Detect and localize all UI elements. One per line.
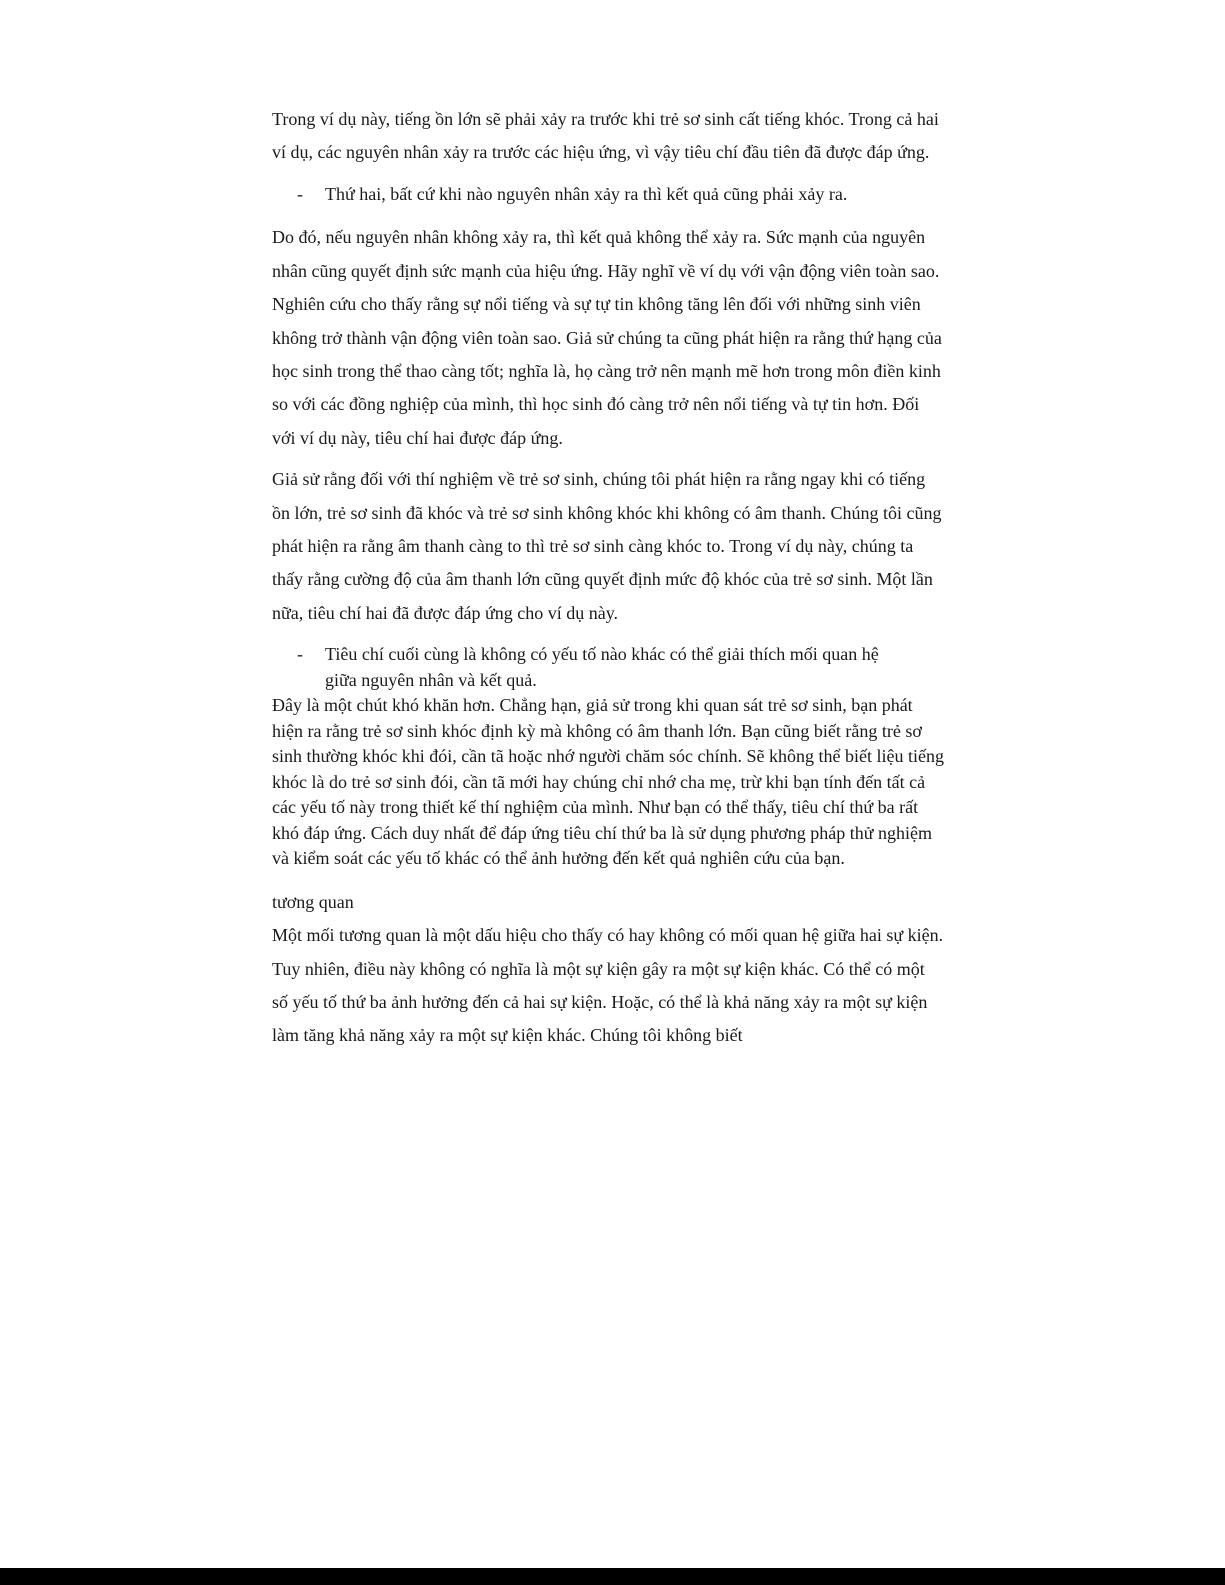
- paragraph-5: Một mối tương quan là một dấu hiệu cho thấy có hay không có mối quan hệ giữa hai sự kiện. Tuy nhiên, điều này không có nghĩa là một sự kiện gây ra một sự kiện khác. Có thể có một số yếu tố thứ ba ảnh hưởng đến cả hai sự kiện. Hoặc, có thể là khả năng xảy ra một sự kiện làm tăng khả năng xảy ra một sự kiện khác. Chúng tôi không biết: [272, 925, 944, 1046]
- bullet-dash: -: [297, 183, 303, 204]
- paragraph-1: Trong ví dụ này, tiếng ồn lớn sẽ phải xảy ra trước khi trẻ sơ sinh cất tiếng khóc. Trong cả hai ví dụ, các nguyên nhân xảy ra trước các hiệu ứng, vì vậy tiêu chí đầu tiên đã được đáp ứng.: [272, 109, 939, 163]
- paragraph-2: Do đó, nếu nguyên nhân không xảy ra, thì kết quả không thể xảy ra. Sức mạnh của nguyên nhân cũng quyết định sức mạnh của hiệu ứng. Hãy nghĩ về ví dụ với vận động viên toàn sao. Nghiên cứu cho thấy rằng sự nổi tiếng và sự tự tin không tăng lên đối với những sinh viên không trở thành vận động viên toàn sao. Giả sử chúng ta cũng phát hiện ra rằng thứ hạng của học sinh trong thể thao càng tốt; nghĩa là, họ càng trở nên mạnh mẽ hơn trong môn điền kinh so với các đồng nghiệp của mình, thì học sinh đó càng trở nên nổi tiếng và tự tin hơn. Đối với ví dụ này, tiêu chí hai được đáp ứng.: [272, 227, 942, 448]
- bullet-text-1: Thứ hai, bất cứ khi nào nguyên nhân xảy ra thì kết quả cũng phải xảy ra.: [325, 183, 848, 204]
- bullet-item-1: [272, 182, 944, 208]
- bullet-dash: -: [297, 644, 303, 665]
- section-heading: tương quan: [272, 891, 354, 912]
- bullet-item-2: [272, 642, 944, 693]
- paragraph-3: Giả sử rằng đối với thí nghiệm về trẻ sơ sinh, chúng tôi phát hiện ra rằng ngay khi có tiếng ồn lớn, trẻ sơ sinh đã khóc và trẻ sơ sinh không khóc khi không có âm thanh. Chúng tôi cũng phát hiện ra rằng âm thanh càng to thì trẻ sơ sinh càng khóc to. Trong ví dụ này, chúng ta thấy rằng cường độ của âm thanh lớn cũng quyết định mức độ khóc của trẻ sơ sinh. Một lần nữa, tiêu chí hai đã được đáp ứng cho ví dụ này.: [272, 469, 942, 623]
- paragraph-4: Đây là một chút khó khăn hơn. Chẳng hạn, giả sử trong khi quan sát trẻ sơ sinh, bạn phát hiện ra rằng trẻ sơ sinh khóc định kỳ mà không có âm thanh lớn. Bạn cũng biết rằng trẻ sơ sinh thường khóc khi đói, cần tã hoặc nhớ người chăm sóc chính. Sẽ không thể biết liệu tiếng khóc là do trẻ sơ sinh đói, cần tã mới hay chúng chỉ nhớ cha mẹ, trừ khi bạn tính đến tất cả các yếu tố này trong thiết kế thí nghiệm của mình. Như bạn có thể thấy, tiêu chí thứ ba rất khó đáp ứng. Cách duy nhất để đáp ứng tiêu chí thứ ba là sử dụng phương pháp thử nghiệm và kiểm soát các yếu tố khác có thể ảnh hưởng đến kết quả nghiên cứu của bạn.: [272, 695, 944, 869]
- document-page: [272, 103, 944, 1053]
- bullet-text-2: Tiêu chí cuối cùng là không có yếu tố nào khác có thể giải thích mối quan hệ giữa nguyên nhân và kết quả.: [325, 644, 879, 690]
- page-bottom-border: [0, 1568, 1225, 1585]
